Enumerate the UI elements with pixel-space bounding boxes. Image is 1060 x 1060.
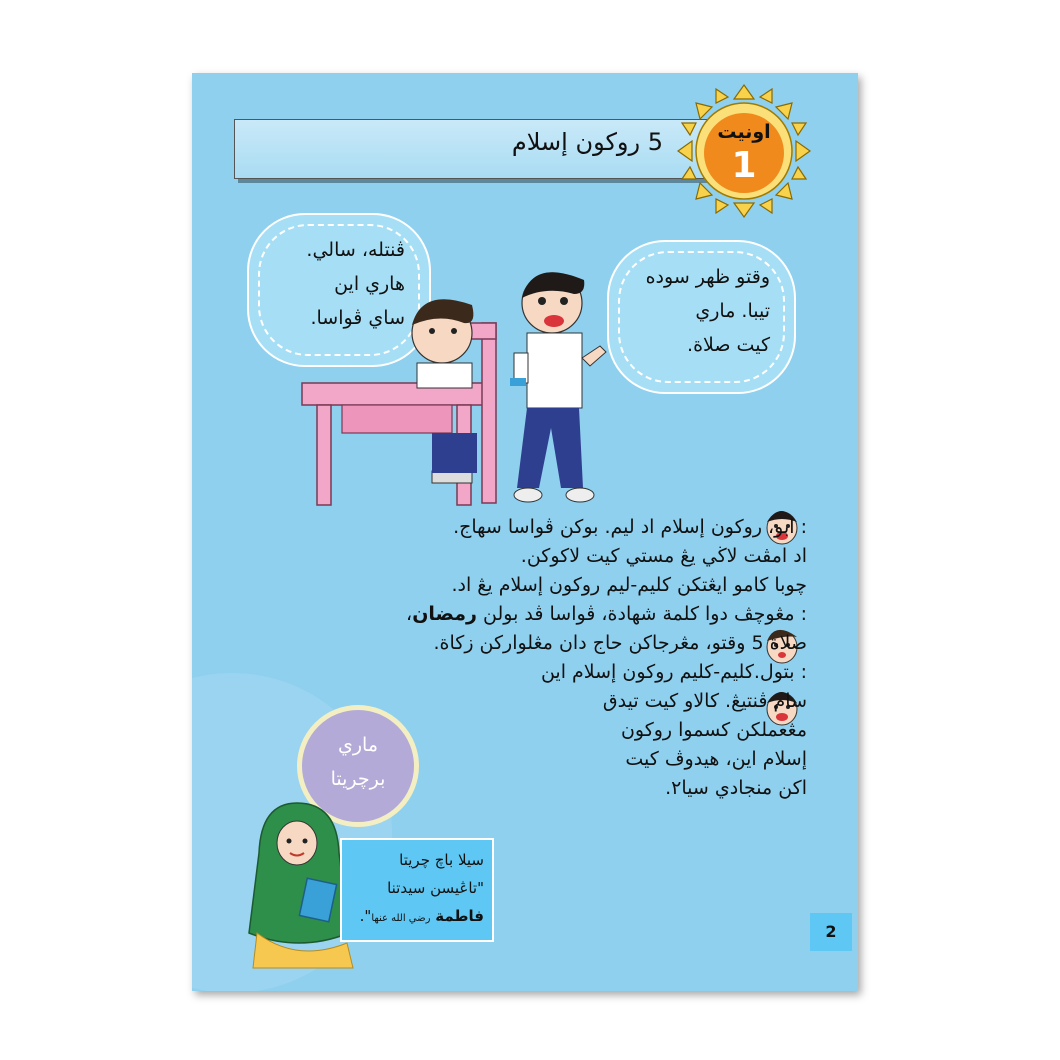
unit-label: اونيت [717, 121, 771, 143]
page-number: 2 [825, 922, 837, 941]
storytelling-line: ماري [337, 734, 378, 756]
dialogue-line: : بتول.كليم-كليم روكون إسلام اين [540, 661, 807, 683]
dialogue-line: اد امڤت لاڬي يڠ مستي كيت لاكوكن. [520, 545, 807, 567]
note-line: سيلا باچ چريتا [399, 851, 484, 869]
girl-reading-illustration [237, 793, 357, 973]
honorific-symbol: رضي الله عنها [371, 913, 431, 924]
reading-note-box [340, 838, 494, 942]
bubble-left-line: ڤنتله، سالي. [306, 239, 405, 261]
dialogue-line: صلاة 5 وقتو، مڠرجاكن حاج دان مڠلواركن زكاة. [433, 632, 807, 654]
dialogue-line: إسلام اين، هيدوڤ كيت [625, 748, 807, 770]
book-page [192, 73, 858, 991]
dialogue-line: مڠعملكن كسموا روكون [620, 719, 807, 741]
dialogue-line [287, 600, 807, 629]
bubble-right-line: تيبا. ماري [695, 300, 770, 322]
dialogue-line: اكن منجادي سيا٢. [665, 777, 807, 799]
lesson-title: 5 روكون إسلام [511, 128, 663, 156]
note-bold-name: فاطمة [435, 907, 484, 925]
dialogue-segment: ، [406, 603, 413, 625]
unit-number: 1 [731, 145, 757, 186]
note-line [350, 902, 484, 933]
note-line: "تاڠيسن سيدتنا [387, 879, 484, 897]
dialogue-bold-word: رمضان [412, 603, 477, 625]
bubble-left-line: ساي ڤواسا. [310, 307, 405, 329]
dialogue-line: : ابو، روكون إسلام اد ليم. بوكن ڤواسا سهاج. [453, 516, 807, 538]
dialogue-segment: : مڠوچڤ دوا كلمة شهادة، ڤواسا ڤد بولن [476, 603, 807, 625]
page-number-box [810, 913, 852, 951]
classroom-illustration [282, 263, 632, 513]
dialogue-line: چوبا كامو ايڠتكن كليم-ليم روكون إسلام يڠ اد. [451, 574, 807, 596]
storytelling-line: برچريتا [330, 768, 386, 790]
bubble-right-line: كيت صلاة. [687, 334, 770, 356]
note-segment: ". [359, 907, 372, 925]
dialogue-line: سام ڤنتيڠ. كالاو كيت تيدق [602, 690, 807, 712]
speech-bubble-right [607, 240, 796, 394]
unit-badge [674, 81, 814, 221]
bubble-right-line: وقتو ظهر سوده [645, 266, 770, 288]
bubble-left-line: هاري اين [334, 273, 405, 295]
